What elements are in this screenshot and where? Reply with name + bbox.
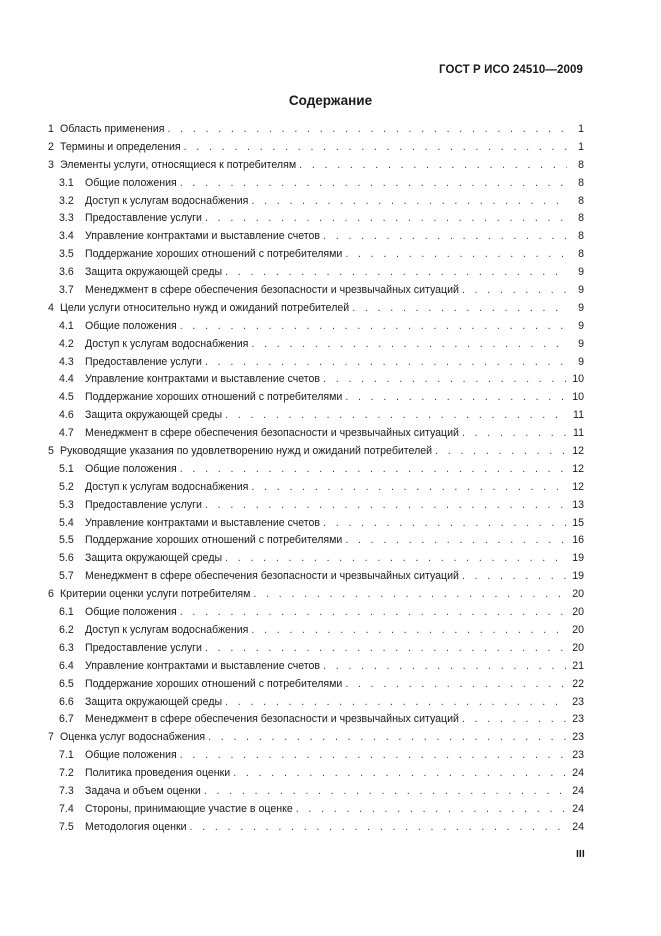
- toc-entry[interactable]: [48, 532, 584, 550]
- toc-entry-number: 4.3: [59, 355, 74, 368]
- document-id: ГОСТ Р ИСО 24510—2009: [438, 64, 583, 76]
- toc-entry[interactable]: [48, 371, 584, 389]
- toc-entry-number: 5.4: [59, 516, 74, 529]
- toc-entry[interactable]: [48, 497, 584, 515]
- toc-entry-number: 7.3: [59, 784, 74, 797]
- toc-entry-page: 23: [572, 749, 584, 762]
- toc-entry-number: 5.3: [59, 498, 74, 511]
- toc-entry-page: 20: [572, 623, 584, 636]
- toc-entry[interactable]: [48, 389, 584, 407]
- toc-entry-label: Элементы услуги, относящиеся к потребителям: [60, 158, 297, 171]
- toc-entry-page: 9: [578, 301, 584, 314]
- toc-dot-leader: [251, 479, 567, 497]
- toc-entry-number: 4.4: [59, 373, 74, 386]
- toc-entry-number: 6.1: [59, 606, 74, 619]
- toc-dot-leader: [323, 658, 567, 676]
- toc-dot-leader: [296, 801, 567, 819]
- toc-entry[interactable]: [48, 407, 584, 425]
- toc-dot-leader: [204, 783, 567, 801]
- toc-entry[interactable]: [48, 228, 584, 246]
- toc-entry[interactable]: [48, 515, 584, 533]
- toc-entry-label: Методология оценки: [85, 820, 187, 833]
- toc-entry[interactable]: [48, 175, 584, 193]
- toc-dot-leader: [225, 407, 567, 425]
- toc-entry-page: 24: [572, 802, 584, 815]
- toc-entry-number: 1: [48, 123, 54, 135]
- toc-entry-page: 16: [572, 534, 584, 547]
- toc-entry[interactable]: [48, 640, 584, 658]
- toc-entry-label: Предоставление услуги: [85, 355, 202, 368]
- toc-entry-page: 1: [578, 140, 584, 153]
- toc-entry-label: Поддержание хороших отношений с потребителями: [85, 248, 343, 261]
- toc-dot-leader: [225, 694, 567, 712]
- toc-entry-label: Управление контрактами и выставление счетов: [85, 516, 321, 529]
- toc-entry-page: 21: [572, 659, 584, 672]
- toc-entry[interactable]: [48, 318, 584, 336]
- toc-entry-label: Защита окружающей среды: [85, 695, 223, 708]
- toc-entry[interactable]: [48, 604, 584, 622]
- toc-entry-label: Защита окружающей среды: [85, 552, 223, 565]
- toc-dot-leader: [323, 515, 567, 533]
- toc-dot-leader: [225, 550, 567, 568]
- toc-entry[interactable]: [48, 354, 584, 372]
- toc-entry[interactable]: [48, 622, 584, 640]
- toc-entry-page: 12: [572, 462, 584, 475]
- toc-entry-number: 3: [48, 158, 54, 171]
- toc-dot-leader: [435, 443, 567, 461]
- page-number: III: [576, 848, 585, 860]
- toc-dot-leader: [462, 282, 567, 300]
- toc-entry-number: 4.1: [59, 319, 74, 332]
- toc-entry-page: 24: [572, 820, 584, 833]
- toc-entry-number: 6.2: [59, 623, 74, 636]
- toc-entry-label: Доступ к услугам водоснабжения: [85, 337, 249, 350]
- toc-entry-page: 8: [578, 248, 584, 261]
- toc-entry-number: 6.6: [59, 695, 74, 708]
- toc-entry-number: 6.4: [59, 659, 74, 672]
- toc-entry-number: 3.2: [59, 194, 74, 207]
- toc-entry-number: 7.2: [59, 767, 74, 780]
- toc-entry-number: 3.4: [59, 230, 74, 243]
- toc-dot-leader: [462, 711, 567, 729]
- toc-entry-number: 7: [48, 731, 54, 744]
- toc-entry-label: Оценка услуг водоснабжения: [60, 731, 206, 744]
- toc-entry[interactable]: [48, 747, 584, 765]
- toc-entry-page: 8: [578, 194, 584, 207]
- toc-entry-label: Менеджмент в сфере обеспечения безопасности и чрезвычайных ситуаций: [85, 570, 459, 583]
- toc-dot-leader: [253, 586, 567, 604]
- toc-entry[interactable]: [48, 819, 584, 837]
- toc-entry-page: 20: [572, 641, 584, 654]
- toc-entry-number: 4.2: [59, 337, 74, 350]
- toc-entry-label: Руководящие указания по удовлетворению нужд и ожиданий потребителей: [60, 445, 433, 458]
- toc-entry-label: Управление контрактами и выставление счетов: [85, 230, 321, 243]
- toc-entry-page: 24: [572, 784, 584, 797]
- toc-entry-label: Предоставление услуги: [85, 641, 202, 654]
- toc-entry[interactable]: [48, 729, 584, 747]
- toc-entry[interactable]: [48, 568, 584, 586]
- toc-entry-label: Задача и объем оценки: [85, 784, 201, 797]
- toc-entry-label: Управление контрактами и выставление счетов: [85, 659, 321, 672]
- toc-dot-leader: [180, 747, 567, 765]
- toc-entry[interactable]: [48, 210, 584, 228]
- toc-entry-number: 3.5: [59, 248, 74, 261]
- toc-dot-leader: [233, 765, 567, 783]
- toc-entry-page: 8: [578, 176, 584, 189]
- toc-entry-label: Общие положения: [85, 462, 177, 475]
- toc-entry-number: 5.6: [59, 552, 74, 565]
- toc-entry-page: 22: [572, 677, 584, 690]
- toc-entry-page: 11: [573, 409, 584, 422]
- toc-entry-page: 12: [572, 480, 584, 493]
- toc-dot-leader: [167, 121, 567, 139]
- toc-dot-leader: [352, 300, 567, 318]
- toc-entry-label: Общие положения: [85, 606, 177, 619]
- toc-entry-page: 9: [578, 266, 584, 279]
- toc-entry[interactable]: [48, 282, 584, 300]
- toc-entry-number: 6.7: [59, 713, 74, 726]
- toc-entry-page: 24: [572, 767, 584, 780]
- toc-entry-page: 9: [578, 355, 584, 368]
- toc-entry-label: Общие положения: [85, 319, 177, 332]
- toc-entry-label: Поддержание хороших отношений с потребителями: [85, 391, 343, 404]
- toc-entry[interactable]: [48, 801, 584, 819]
- toc-entry-label: Поддержание хороших отношений с потребителями: [85, 534, 343, 547]
- toc-entry-page: 10: [572, 373, 584, 386]
- toc-entry-label: Защита окружающей среды: [85, 266, 223, 279]
- toc-entry-number: 6.3: [59, 641, 74, 654]
- toc-entry-page: 19: [572, 570, 584, 583]
- toc-entry-label: Стороны, принимающие участие в оценке: [85, 802, 293, 815]
- toc-entry-number: 3.7: [59, 284, 74, 297]
- toc-entry-page: 10: [572, 391, 584, 404]
- toc-entry-label: Менеджмент в сфере обеспечения безопасности и чрезвычайных ситуаций: [85, 713, 459, 726]
- toc-entry-page: 23: [572, 695, 584, 708]
- toc-dot-leader: [180, 318, 567, 336]
- toc-entry-page: 11: [573, 427, 584, 440]
- toc-dot-leader: [462, 425, 567, 443]
- toc-entry-label: Доступ к услугам водоснабжения: [85, 480, 249, 493]
- toc-entry-page: 8: [578, 230, 584, 243]
- toc-entry-label: Менеджмент в сфере обеспечения безопасности и чрезвычайных ситуаций: [85, 427, 459, 440]
- toc-entry-number: 4.7: [59, 427, 74, 440]
- toc-entry-page: 9: [578, 337, 584, 350]
- toc-entry[interactable]: [48, 694, 584, 712]
- toc-entry-label: Область применения: [60, 123, 165, 135]
- toc-entry[interactable]: [48, 550, 584, 568]
- toc-dot-leader: [251, 622, 567, 640]
- toc-entry[interactable]: [48, 157, 584, 175]
- toc-dot-leader: [205, 354, 567, 372]
- toc-entry-page: 8: [578, 212, 584, 225]
- toc-entry-label: Термины и определения: [60, 140, 181, 153]
- toc-dot-leader: [251, 336, 567, 354]
- toc-entry[interactable]: [48, 711, 584, 729]
- toc-entry-number: 4.6: [59, 409, 74, 422]
- toc-entry[interactable]: [48, 443, 584, 461]
- toc-entry[interactable]: [48, 479, 584, 497]
- toc-entry-number: 4: [48, 301, 54, 314]
- toc-entry-page: 20: [572, 606, 584, 619]
- toc-entry-label: Критерии оценки услуги потребителям: [60, 588, 251, 601]
- toc-entry-number: 5.2: [59, 480, 74, 493]
- toc-entry-number: 7.1: [59, 749, 74, 762]
- toc-dot-leader: [299, 157, 567, 175]
- toc-entry[interactable]: [48, 336, 584, 354]
- toc-dot-leader: [323, 371, 567, 389]
- toc-dot-leader: [205, 210, 567, 228]
- toc-entry-number: 7.4: [59, 802, 74, 815]
- table-of-contents: [48, 121, 584, 837]
- toc-dot-leader: [180, 461, 567, 479]
- toc-entry[interactable]: [48, 139, 584, 157]
- toc-entry[interactable]: [48, 461, 584, 479]
- toc-entry[interactable]: [48, 193, 584, 211]
- toc-entry-label: Управление контрактами и выставление счетов: [85, 373, 321, 386]
- toc-dot-leader: [345, 532, 567, 550]
- toc-entry[interactable]: [48, 783, 584, 801]
- toc-entry-number: 2: [48, 140, 54, 153]
- toc-entry-page: 23: [572, 731, 584, 744]
- toc-entry-number: 6: [48, 588, 54, 601]
- toc-entry-label: Политика проведения оценки: [85, 767, 231, 780]
- toc-entry-number: 5.1: [59, 462, 74, 475]
- toc-entry-label: Доступ к услугам водоснабжения: [85, 623, 249, 636]
- toc-entry-label: Цели услуги относительно нужд и ожиданий потребителей: [60, 301, 350, 314]
- toc-entry-page: 8: [578, 158, 584, 171]
- toc-entry-page: 20: [572, 588, 584, 601]
- toc-entry-page: 19: [572, 552, 584, 565]
- toc-dot-leader: [208, 729, 567, 747]
- toc-entry-number: 5.5: [59, 534, 74, 547]
- toc-entry-page: 15: [572, 516, 584, 529]
- toc-entry[interactable]: [48, 765, 584, 783]
- toc-entry-page: 13: [572, 498, 584, 511]
- toc-entry[interactable]: [48, 586, 584, 604]
- toc-entry[interactable]: [48, 300, 584, 318]
- toc-dot-leader: [225, 264, 567, 282]
- toc-entry-page: 9: [578, 284, 584, 297]
- toc-dot-leader: [251, 193, 567, 211]
- toc-entry-number: 3.3: [59, 212, 74, 225]
- toc-dot-leader: [180, 175, 567, 193]
- toc-entry[interactable]: [48, 676, 584, 694]
- toc-entry-number: 5.7: [59, 570, 74, 583]
- toc-entry-page: 23: [572, 713, 584, 726]
- toc-entry-page: 9: [578, 319, 584, 332]
- toc-dot-leader: [190, 819, 567, 837]
- toc-entry-label: Поддержание хороших отношений с потребителями: [85, 677, 343, 690]
- toc-entry[interactable]: [48, 425, 584, 443]
- toc-entry[interactable]: [48, 264, 584, 282]
- toc-dot-leader: [205, 497, 567, 515]
- toc-entry[interactable]: [48, 246, 584, 264]
- toc-dot-leader: [323, 228, 567, 246]
- toc-entry-label: Общие положения: [85, 749, 177, 762]
- toc-entry-number: 3.1: [59, 176, 74, 189]
- toc-entry-label: Менеджмент в сфере обеспечения безопасности и чрезвычайных ситуаций: [85, 284, 459, 297]
- toc-dot-leader: [205, 640, 567, 658]
- toc-entry[interactable]: [48, 121, 584, 139]
- toc-entry-label: Предоставление услуги: [85, 212, 202, 225]
- toc-entry-number: 4.5: [59, 391, 74, 404]
- toc-dot-leader: [345, 676, 567, 694]
- page-title: Содержание: [288, 93, 373, 108]
- toc-entry-label: Предоставление услуги: [85, 498, 202, 511]
- toc-entry-label: Защита окружающей среды: [85, 409, 223, 422]
- toc-entry-page: 1: [578, 123, 584, 135]
- toc-entry[interactable]: [48, 658, 584, 676]
- toc-entry-number: 7.5: [59, 820, 74, 833]
- toc-dot-leader: [345, 246, 567, 264]
- toc-entry-number: 3.6: [59, 266, 74, 279]
- toc-entry-label: Доступ к услугам водоснабжения: [85, 194, 249, 207]
- toc-entry-label: Общие положения: [85, 176, 177, 189]
- toc-entry-number: 5: [48, 445, 54, 458]
- toc-dot-leader: [180, 604, 567, 622]
- toc-entry-number: 6.5: [59, 677, 74, 690]
- toc-dot-leader: [462, 568, 567, 586]
- toc-dot-leader: [345, 389, 567, 407]
- toc-dot-leader: [184, 139, 567, 157]
- toc-entry-page: 12: [572, 445, 584, 458]
